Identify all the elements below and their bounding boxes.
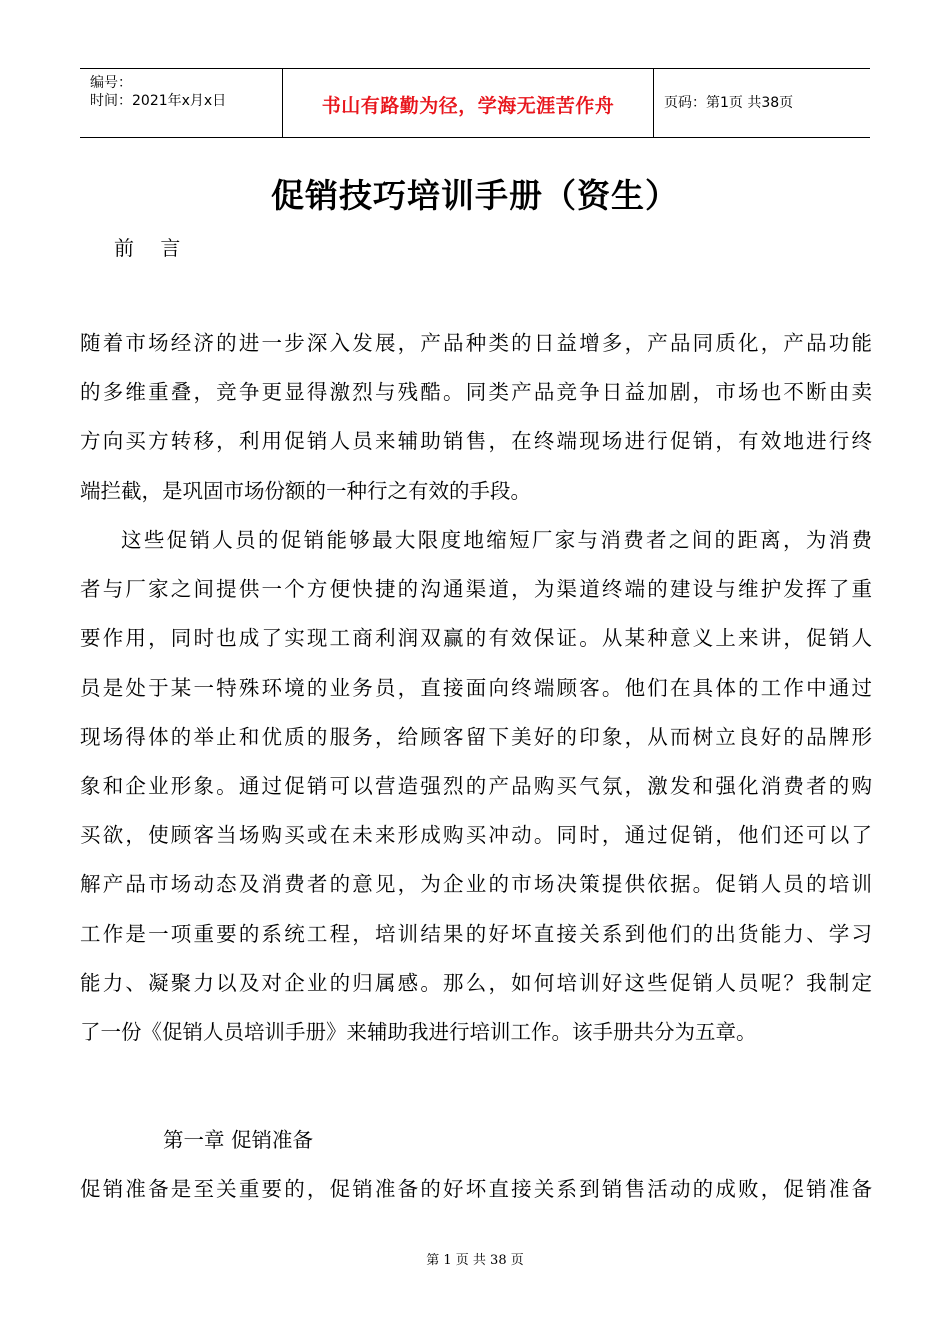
paragraph-line: 方向买方转移，利用促销人员来辅助销售，在终端现场进行促销，有效地进行终 [80,429,872,454]
paragraph-line: 的多维重叠，竞争更显得激烈与残酷。同类产品竞争日益加剧，市场也不断由卖 [80,380,872,405]
paragraph-1 [80,319,872,516]
header-meta-cell [80,69,280,137]
date-label: 时间：2021年x月x日 [90,93,227,109]
paragraph-line: 工作是一项重要的系统工程，培训结果的好坏直接关系到他们的出货能力、学习 [80,921,872,946]
paragraph-line: 象和企业形象。通过促销可以营造强烈的产品购买气氛，激发和强化消费者的购 [80,773,872,798]
paragraph-line: 随着市场经济的进一步深入发展，产品种类的日益增多，产品同质化，产品功能 [80,331,872,355]
header-page-info: 页码：第1页 共38页 [664,95,794,111]
paragraph-line: 员是处于某一特殊环境的业务员，直接面向终端顾客。他们在具体的工作中通过 [80,675,872,700]
paragraph-line: 解产品市场动态及消费者的意见，为企业的市场决策提供依据。促销人员的培训 [80,872,872,897]
paragraph-line: 能力、凝聚力以及对企业的归属感。那么，如何培训好这些促销人员呢？我制定 [80,970,872,995]
motto-text: 书山有路勤为径，学海无涯苦作舟 [321,95,615,117]
page-header [80,68,870,138]
paragraph-line: 这些促销人员的促销能够最大限度地缩短厂家与消费者之间的距离，为消费 [121,528,872,552]
document-title: 促销技巧培训手册（资生） [271,176,679,215]
paragraph-line: 了一份《促销人员培训手册》来辅助我进行培训工作。该手册共分为五章。 [80,1019,757,1044]
paragraph-line: 现场得体的举止和优质的服务，给顾客留下美好的印象，从而树立良好的品牌形 [80,724,872,749]
paragraph-3 [80,1165,872,1214]
preface-heading: 前 言 [114,236,191,260]
paragraph-line: 买欲，使顾客当场购买或在未来形成购买冲动。同时，通过促销，他们还可以了 [80,823,872,848]
paragraph-line: 要作用，同时也成了实现工商利润双赢的有效保证。从某种意义上来讲，促销人 [80,626,872,651]
header-motto-cell [282,69,654,137]
paragraph-2 [80,516,872,1057]
paragraph-line: 端拦截，是巩固市场份额的一种行之有效的手段。 [80,478,531,503]
header-page-cell [654,69,870,137]
number-label: 编号： [90,75,132,91]
chapter-1-heading: 第一章 促销准备 [163,1128,314,1152]
paragraph-line: 促销准备是至关重要的，促销准备的好坏直接关系到销售活动的成败，促销准备 [80,1177,872,1201]
page-footer: 第 1 页 共 38 页 [426,1253,524,1268]
paragraph-line: 者与厂家之间提供一个方便快捷的沟通渠道，为渠道终端的建设与维护发挥了重 [80,577,872,602]
